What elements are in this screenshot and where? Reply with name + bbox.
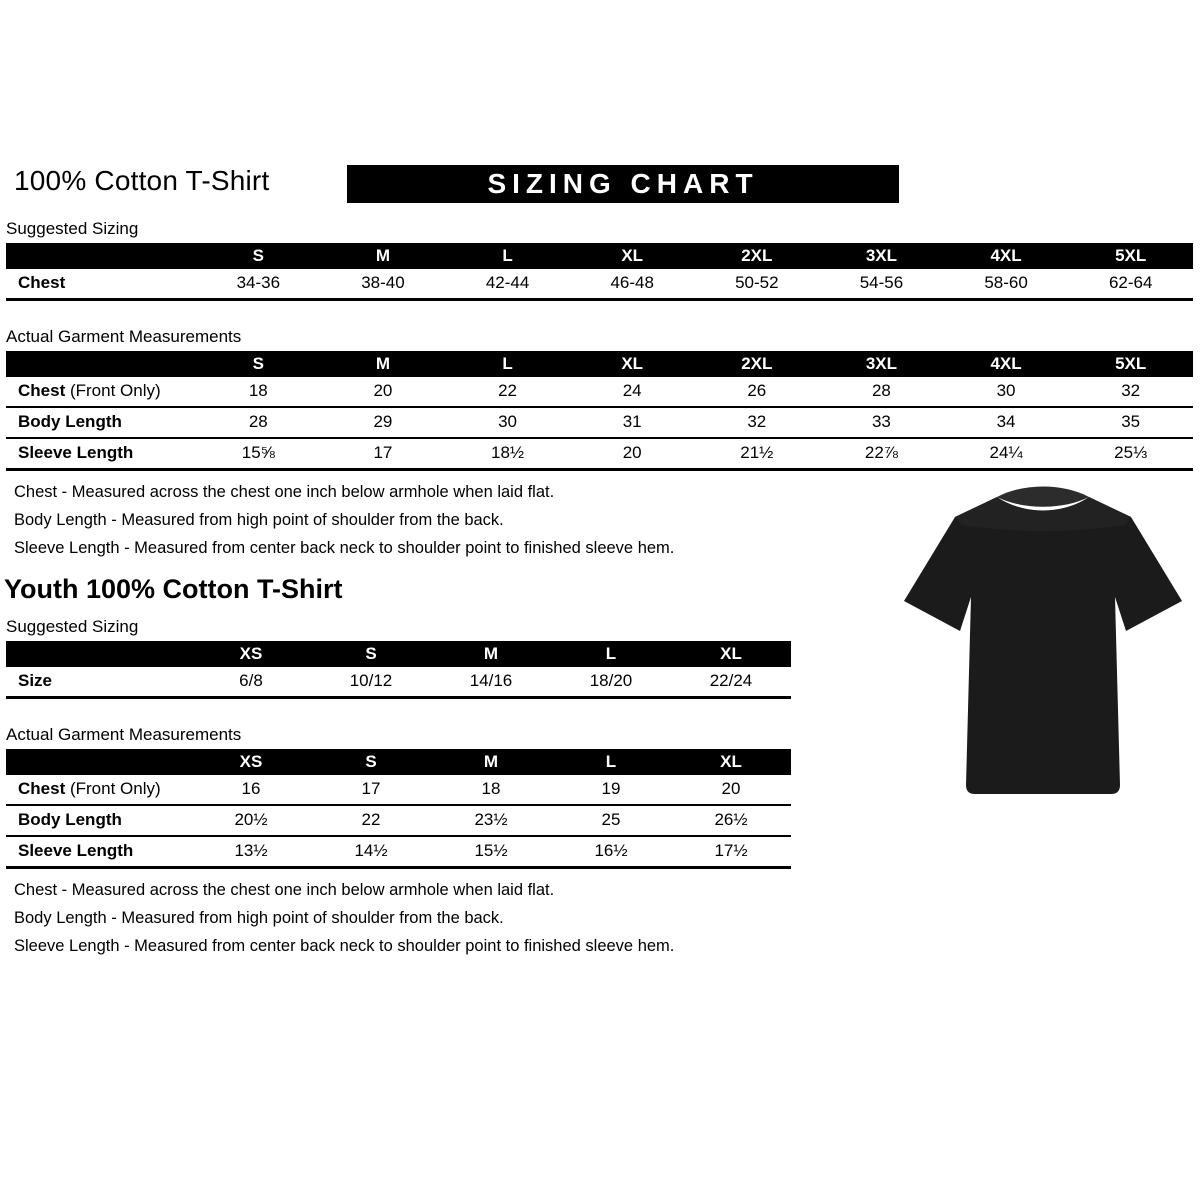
- header-row: [6, 243, 1193, 269]
- size-value-cell: 18: [431, 775, 551, 805]
- table-row: [6, 836, 791, 868]
- size-column-header: M: [321, 243, 446, 269]
- tshirt-collar: [997, 487, 1089, 507]
- size-column-header: 3XL: [819, 351, 944, 377]
- adult-suggested-label: Suggested Sizing: [6, 219, 139, 238]
- table-row: [6, 407, 1193, 438]
- sizing-chart-banner: SIZING CHART: [347, 165, 899, 203]
- size-value-cell: 35: [1068, 407, 1193, 438]
- size-column-header: S: [196, 243, 321, 269]
- size-value-cell: 32: [1068, 377, 1193, 407]
- size-value-cell: 18½: [445, 438, 570, 470]
- size-value-cell: 18/20: [551, 667, 671, 698]
- size-column-header: L: [445, 351, 570, 377]
- tshirt-body: [904, 497, 1182, 794]
- size-column-header: XL: [570, 351, 695, 377]
- size-column-header: S: [311, 749, 431, 775]
- size-value-cell: 17: [311, 775, 431, 805]
- size-value-cell: 31: [570, 407, 695, 438]
- size-value-cell: 22/24: [671, 667, 791, 698]
- row-label-header: [6, 351, 196, 377]
- size-column-header: XS: [191, 749, 311, 775]
- size-value-cell: 42-44: [445, 269, 570, 300]
- size-column-header: L: [551, 641, 671, 667]
- size-value-cell: 30: [944, 377, 1069, 407]
- size-value-cell: 26½: [671, 805, 791, 836]
- size-value-cell: 28: [819, 377, 944, 407]
- size-column-header: M: [431, 749, 551, 775]
- size-column-header: XL: [570, 243, 695, 269]
- size-value-cell: 58-60: [944, 269, 1069, 300]
- row-label: Chest (Front Only): [6, 775, 191, 805]
- header-row: [6, 749, 791, 775]
- size-value-cell: 25⅓: [1068, 438, 1193, 470]
- table-row: [6, 667, 791, 698]
- size-value-cell: 13½: [191, 836, 311, 868]
- size-value-cell: 33: [819, 407, 944, 438]
- size-value-cell: 62-64: [1068, 269, 1193, 300]
- row-label-header: [6, 243, 196, 269]
- size-column-header: M: [321, 351, 446, 377]
- size-value-cell: 34-36: [196, 269, 321, 300]
- size-value-cell: 16½: [551, 836, 671, 868]
- size-column-header: 3XL: [819, 243, 944, 269]
- size-column-header: 2XL: [695, 243, 820, 269]
- table-row: [6, 438, 1193, 470]
- row-label: Sleeve Length: [6, 836, 191, 868]
- size-value-cell: 22⅞: [819, 438, 944, 470]
- adult-suggested-table: [6, 243, 1193, 301]
- size-value-cell: 19: [551, 775, 671, 805]
- size-column-header: S: [311, 641, 431, 667]
- size-value-cell: 26: [695, 377, 820, 407]
- youth-measurements-table: [6, 749, 791, 869]
- size-value-cell: 18: [196, 377, 321, 407]
- youth-notes: [14, 881, 1200, 956]
- size-value-cell: 25: [551, 805, 671, 836]
- size-column-header: S: [196, 351, 321, 377]
- row-label: Size: [6, 667, 191, 698]
- adult-measurements-table: [6, 351, 1193, 471]
- size-column-header: 4XL: [944, 243, 1069, 269]
- size-column-header: 5XL: [1068, 351, 1193, 377]
- size-value-cell: 14/16: [431, 667, 551, 698]
- adult-measurements-label: Actual Garment Measurements: [6, 327, 242, 346]
- size-column-header: 5XL: [1068, 243, 1193, 269]
- size-value-cell: 50-52: [695, 269, 820, 300]
- size-value-cell: 20: [321, 377, 446, 407]
- size-value-cell: 16: [191, 775, 311, 805]
- row-label: Sleeve Length: [6, 438, 196, 470]
- table-row: [6, 805, 791, 836]
- header-row: [14, 165, 1200, 209]
- size-value-cell: 24¼: [944, 438, 1069, 470]
- size-value-cell: 54-56: [819, 269, 944, 300]
- row-label-header: [6, 641, 191, 667]
- youth-suggested-table: [6, 641, 791, 699]
- size-column-header: M: [431, 641, 551, 667]
- note-chest: Chest - Measured across the chest one inch below armhole when laid flat.: [14, 881, 555, 899]
- size-column-header: L: [551, 749, 671, 775]
- table-row: [6, 775, 791, 805]
- size-value-cell: 22: [311, 805, 431, 836]
- size-value-cell: 10/12: [311, 667, 431, 698]
- size-column-header: XS: [191, 641, 311, 667]
- note-chest: Chest - Measured across the chest one inch below armhole when laid flat.: [14, 483, 555, 501]
- size-value-cell: 24: [570, 377, 695, 407]
- size-value-cell: 29: [321, 407, 446, 438]
- header-row: [6, 641, 791, 667]
- size-value-cell: 17½: [671, 836, 791, 868]
- size-column-header: 2XL: [695, 351, 820, 377]
- size-column-header: XL: [671, 749, 791, 775]
- size-value-cell: 15⅝: [196, 438, 321, 470]
- tshirt-product-image: [893, 473, 1193, 818]
- row-label: Chest: [6, 269, 196, 300]
- page-title: 100% Cotton T-Shirt: [14, 165, 270, 196]
- table-row: [6, 269, 1193, 300]
- size-value-cell: 6/8: [191, 667, 311, 698]
- size-value-cell: 38-40: [321, 269, 446, 300]
- size-value-cell: 15½: [431, 836, 551, 868]
- note-sleeve-length: Sleeve Length - Measured from center back neck to shoulder point to finished sleeve hem.: [14, 937, 675, 955]
- size-value-cell: 30: [445, 407, 570, 438]
- size-value-cell: 21½: [695, 438, 820, 470]
- note-body-length: Body Length - Measured from high point of shoulder from the back.: [14, 909, 504, 927]
- size-value-cell: 22: [445, 377, 570, 407]
- size-value-cell: 46-48: [570, 269, 695, 300]
- size-value-cell: 28: [196, 407, 321, 438]
- youth-suggested-label: Suggested Sizing: [6, 617, 139, 636]
- row-label-header: [6, 749, 191, 775]
- row-label: Chest (Front Only): [6, 377, 196, 407]
- size-column-header: XL: [671, 641, 791, 667]
- table-row: [6, 377, 1193, 407]
- size-value-cell: 32: [695, 407, 820, 438]
- size-column-header: L: [445, 243, 570, 269]
- note-body-length: Body Length - Measured from high point of shoulder from the back.: [14, 511, 504, 529]
- row-label: Body Length: [6, 407, 196, 438]
- size-value-cell: 20½: [191, 805, 311, 836]
- size-value-cell: 17: [321, 438, 446, 470]
- row-label: Body Length: [6, 805, 191, 836]
- youth-measurements-label: Actual Garment Measurements: [6, 725, 242, 744]
- note-sleeve-length: Sleeve Length - Measured from center back neck to shoulder point to finished sleeve hem.: [14, 539, 675, 557]
- size-value-cell: 20: [671, 775, 791, 805]
- header-row: [6, 351, 1193, 377]
- size-value-cell: 34: [944, 407, 1069, 438]
- black-tshirt-illustration: [893, 473, 1193, 818]
- size-value-cell: 20: [570, 438, 695, 470]
- size-column-header: 4XL: [944, 351, 1069, 377]
- size-value-cell: 14½: [311, 836, 431, 868]
- size-value-cell: 23½: [431, 805, 551, 836]
- youth-section-title: Youth 100% Cotton T-Shirt: [4, 574, 343, 604]
